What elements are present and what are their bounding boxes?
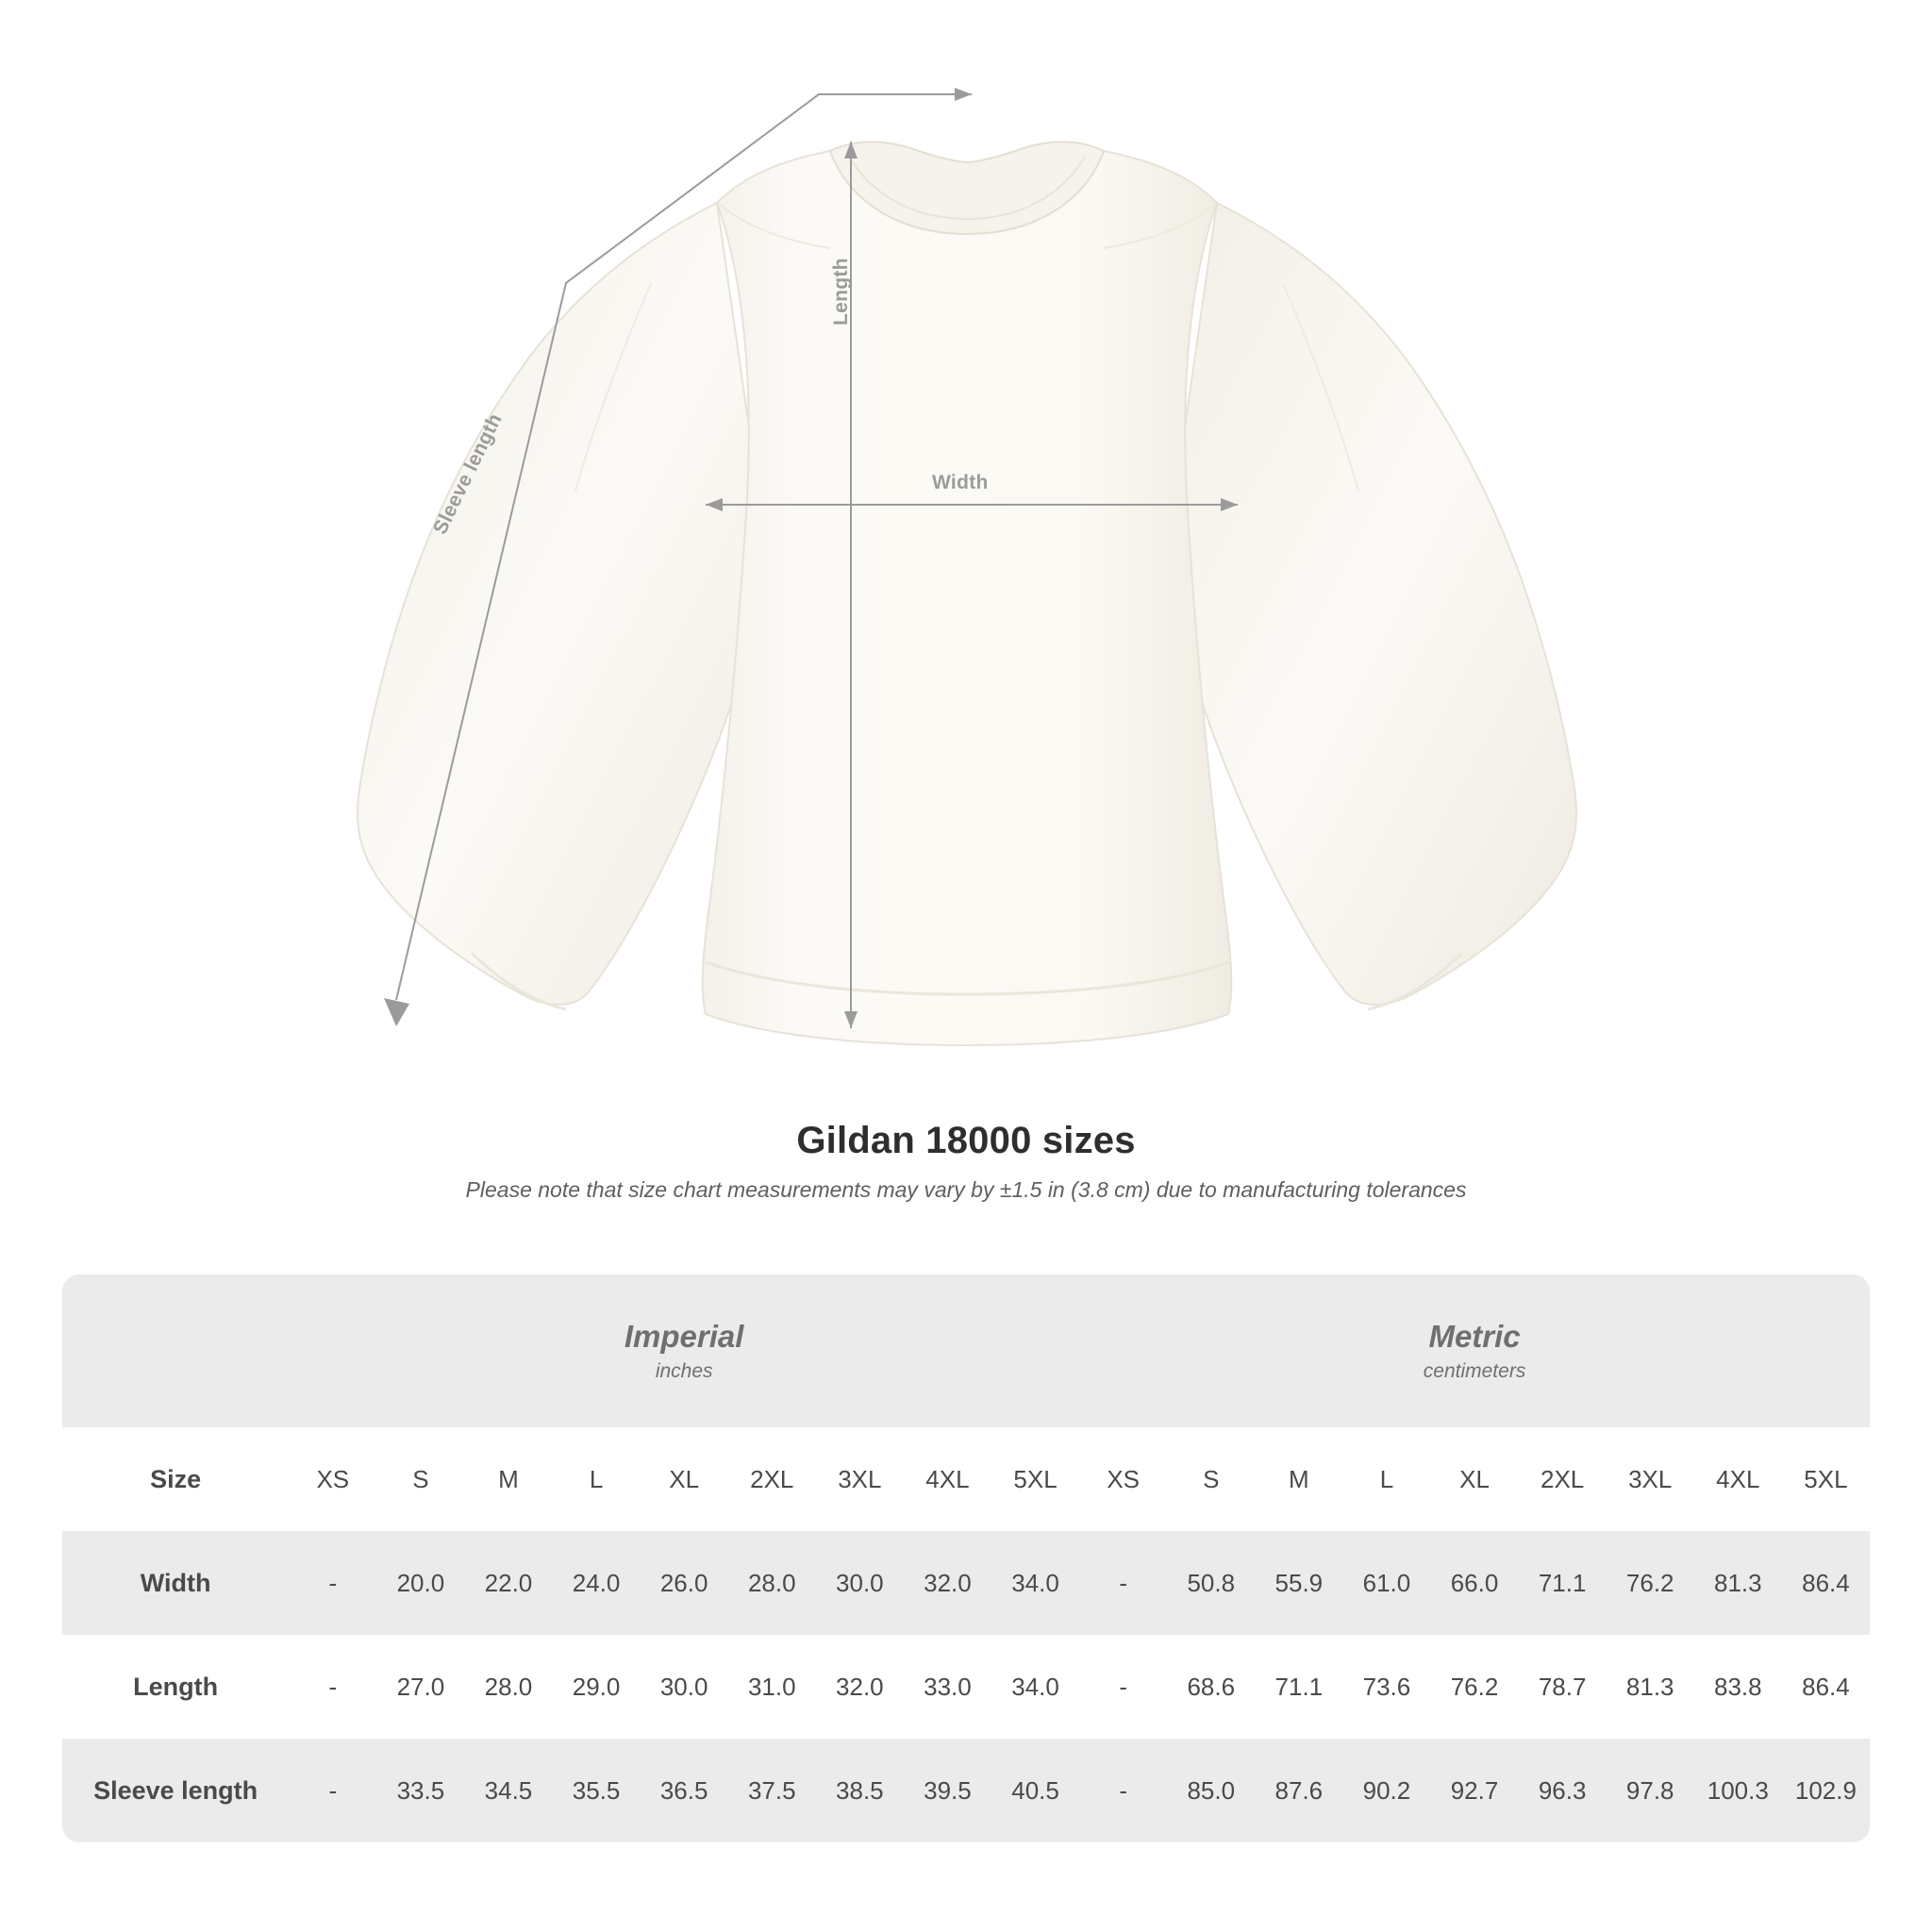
table-cell: 85.0	[1167, 1739, 1255, 1842]
table-cell: 55.9	[1255, 1531, 1342, 1635]
table-cell: 73.6	[1342, 1635, 1430, 1739]
table-cell: -	[1079, 1635, 1167, 1739]
table-row	[62, 1739, 1870, 1842]
table-cell: 32.0	[816, 1635, 904, 1739]
table-cell: 71.1	[1519, 1531, 1607, 1635]
size-header-cell: M	[464, 1427, 552, 1531]
table-cell: 97.8	[1607, 1739, 1694, 1842]
length-dimension-label: Length	[830, 258, 852, 325]
table-cell: 50.8	[1167, 1531, 1255, 1635]
unit-name-imperial: Imperial	[624, 1319, 744, 1355]
size-row-label: Size	[62, 1427, 289, 1531]
size-header-cell: S	[1167, 1427, 1255, 1531]
size-table-container	[62, 1274, 1870, 1842]
size-header-cell: XS	[1079, 1427, 1167, 1531]
table-cell: 33.0	[904, 1635, 991, 1739]
row-label-sleeve-length: Sleeve length	[62, 1739, 289, 1842]
table-cell: 78.7	[1519, 1635, 1607, 1739]
table-cell: 34.0	[991, 1635, 1079, 1739]
table-cell: 34.0	[991, 1531, 1079, 1635]
size-header-cell: 4XL	[904, 1427, 991, 1531]
table-cell: 76.2	[1430, 1635, 1518, 1739]
sweatshirt-shape	[358, 142, 1576, 1045]
table-cell: -	[1079, 1739, 1167, 1842]
table-cell: 29.0	[553, 1635, 641, 1739]
size-header-cell: S	[376, 1427, 464, 1531]
table-cell: 37.5	[728, 1739, 816, 1842]
tolerance-note: Please note that size chart measurements may vary by ±1.5 in (3.8 cm) due to manufacturing tolerances	[465, 1177, 1467, 1202]
table-cell: 87.6	[1255, 1739, 1342, 1842]
size-header-cell: 5XL	[1782, 1427, 1870, 1531]
table-cell: 71.1	[1255, 1635, 1342, 1739]
table-cell: -	[289, 1739, 376, 1842]
table-cell: 76.2	[1607, 1531, 1694, 1635]
size-header-cell: L	[1342, 1427, 1430, 1531]
table-cell: 36.5	[641, 1739, 728, 1842]
unit-sub-imperial: inches	[655, 1359, 713, 1382]
table-cell: -	[1079, 1531, 1167, 1635]
unit-group-imperial	[289, 1274, 1079, 1427]
title-block	[0, 1120, 1932, 1203]
table-cell: 68.6	[1167, 1635, 1255, 1739]
size-header-cell: L	[553, 1427, 641, 1531]
table-cell: 81.3	[1694, 1531, 1782, 1635]
table-cell: 27.0	[376, 1635, 464, 1739]
table-cell: 20.0	[376, 1531, 464, 1635]
table-cell: 90.2	[1342, 1739, 1430, 1842]
size-header-cell: XS	[289, 1427, 376, 1531]
size-header-cell: 3XL	[1607, 1427, 1694, 1531]
table-cell: 61.0	[1342, 1531, 1430, 1635]
size-table	[62, 1274, 1870, 1842]
table-cell: 30.0	[816, 1531, 904, 1635]
row-label-length: Length	[62, 1635, 289, 1739]
table-cell: 30.0	[641, 1635, 728, 1739]
table-row	[62, 1635, 1870, 1739]
size-header-cell: M	[1255, 1427, 1342, 1531]
size-header-cell: 2XL	[728, 1427, 816, 1531]
table-cell: 86.4	[1782, 1635, 1870, 1739]
size-header-cell: 2XL	[1519, 1427, 1607, 1531]
table-cell: -	[289, 1635, 376, 1739]
table-cell: 35.5	[553, 1739, 641, 1842]
unit-corner-cell	[62, 1274, 289, 1427]
table-cell: -	[289, 1531, 376, 1635]
table-cell: 83.8	[1694, 1635, 1782, 1739]
table-cell: 96.3	[1519, 1739, 1607, 1842]
unit-sub-metric: centimeters	[1423, 1359, 1526, 1382]
table-row	[62, 1531, 1870, 1635]
size-header-cell: 5XL	[991, 1427, 1079, 1531]
table-cell: 32.0	[904, 1531, 991, 1635]
table-cell: 31.0	[728, 1635, 816, 1739]
table-cell: 28.0	[464, 1635, 552, 1739]
unit-name-metric: Metric	[1428, 1319, 1521, 1355]
table-cell: 100.3	[1694, 1739, 1782, 1842]
unit-header-row	[62, 1274, 1870, 1427]
size-header-cell: 3XL	[816, 1427, 904, 1531]
table-cell: 33.5	[376, 1739, 464, 1842]
table-cell: 22.0	[464, 1531, 552, 1635]
size-header-cell: XL	[1430, 1427, 1518, 1531]
table-cell: 66.0	[1430, 1531, 1518, 1635]
table-cell: 92.7	[1430, 1739, 1518, 1842]
size-header-cell: XL	[641, 1427, 728, 1531]
table-cell: 40.5	[991, 1739, 1079, 1842]
row-label-width: Width	[62, 1531, 289, 1635]
size-header-cell: 4XL	[1694, 1427, 1782, 1531]
table-cell: 38.5	[816, 1739, 904, 1842]
table-cell: 34.5	[464, 1739, 552, 1842]
table-cell: 24.0	[553, 1531, 641, 1635]
table-cell: 39.5	[904, 1739, 991, 1842]
table-cell: 28.0	[728, 1531, 816, 1635]
size-header-row	[62, 1427, 1870, 1531]
unit-group-metric	[1079, 1274, 1870, 1427]
width-dimension-label: Width	[932, 472, 989, 493]
table-cell: 86.4	[1782, 1531, 1870, 1635]
table-cell: 102.9	[1782, 1739, 1870, 1842]
table-cell: 26.0	[641, 1531, 728, 1635]
page-title: Gildan 18000 sizes	[796, 1120, 1136, 1161]
sleeve-length-dimension-label: Sleeve length	[429, 409, 507, 539]
table-cell: 81.3	[1607, 1635, 1694, 1739]
